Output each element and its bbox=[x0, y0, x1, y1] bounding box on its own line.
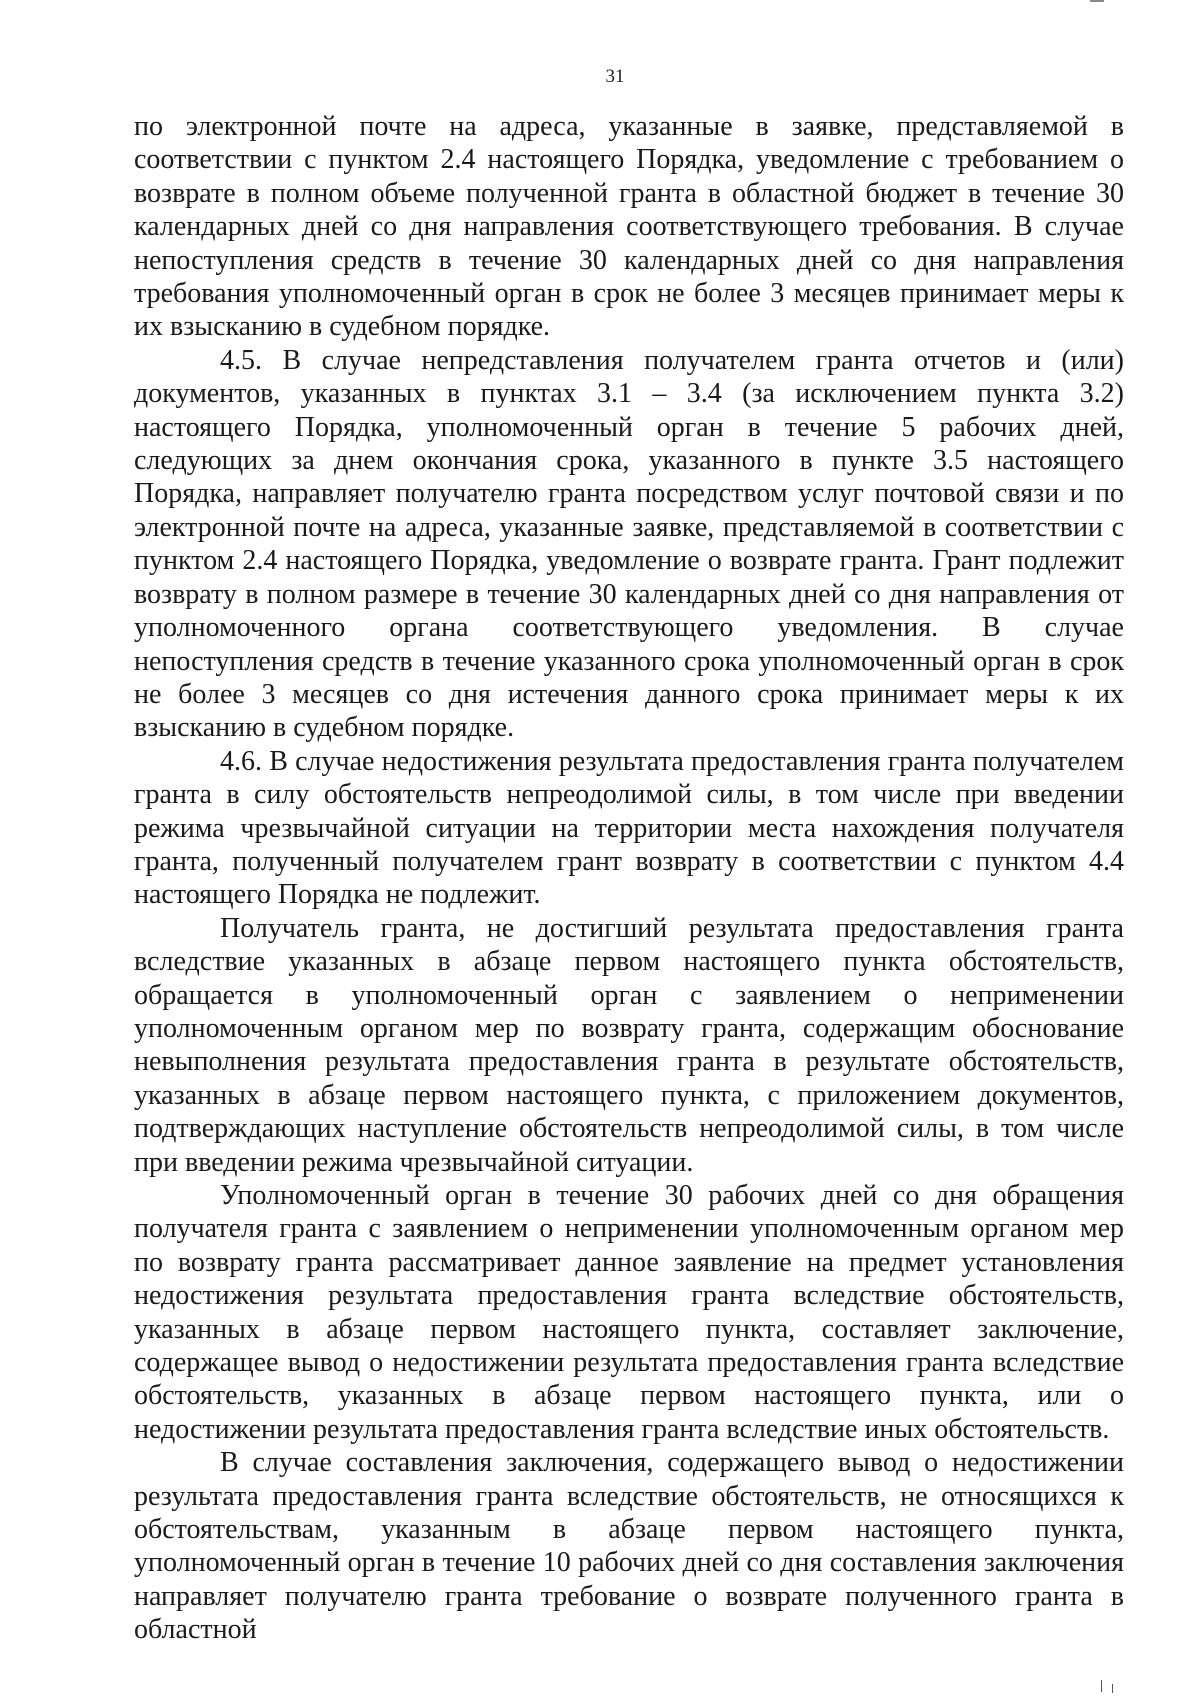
paragraph-recipient-application: Получатель гранта, не достигший результата предоставления гранта вследствие указанных в абзаце первом настоящего пункта обстоятельств, обращается в уполномоченный орган с заявлением о неприменении уполномоченным органом мер по возврату гранта, содержащим обоснование невыполнения результата предоставления гранта в результате обстоятельств, указанных в абзаце первом настоящего пункта, с приложением документов, подтверждающих наступление обстоятельств непреодолимой силы, в том числе при введении режима чрезвычайной ситуации. bbox=[134, 912, 1124, 1178]
document-body bbox=[134, 110, 1124, 1647]
scan-artifact bbox=[1101, 1680, 1102, 1692]
paragraph-4-6: 4.6. В случае недостижения результата предоставления гранта получателем гранта в силу обстоятельств непреодолимой силы, в том числе при введении режима чрезвычайной ситуации на территории места нахождения получателя гранта, полученный получателем грант возврату в соответствии с пунктом 4.4 настоящего Порядка не подлежит. bbox=[134, 745, 1124, 911]
paragraph-4-5: 4.5. В случае непредставления получателем гранта отчетов и (или) документов, указанных в пунктах 3.1 – 3.4 (за исключением пункта 3.2) настоящего Порядка, уполномоченный орган в течение 5 рабочих дней, следующих за днем окончания срока, указанного в пункте 3.5 настоящего Порядка, направляет получателю гранта посредством услуг почтовой связи и по электронной почте на адреса, указанные заявке, представляемой в соответствии с пунктом 2.4 настоящего Порядка, уведомление о возврате гранта. Грант подлежит возврату в полном размере в течение 30 календарных дней со дня направления от уполномоченного органа соответствующего уведомления. В случае непоступления средств в течение указанного срока уполномоченный орган в срок не более 3 месяцев со дня истечения данного срока принимает меры к их взысканию в судебном порядке. bbox=[134, 344, 1124, 744]
scan-artifact bbox=[1112, 1684, 1113, 1693]
paragraph-authority-review: Уполномоченный орган в течение 30 рабочих дней со дня обращения получателя гранта с заявлением о неприменении уполномоченным органом мер по возврату гранта рассматривает данное заявление на предмет установления недостижения результата предоставления гранта вследствие обстоятельств, указанных в абзаце первом настоящего пункта, составляет заключение, содержащее вывод о недостижении результата предоставления гранта вследствие обстоятельств, указанных в абзаце первом настоящего пункта, или о недостижении результата предоставления гранта вследствие иных обстоятельств. bbox=[134, 1180, 1124, 1445]
scan-artifact bbox=[1090, 0, 1104, 2]
paragraph-continuation: по электронной почте на адреса, указанные в заявке, представляемой в соответствии с пунктом 2.4 настоящего Порядка, уведомление с требованием о возврате в полном объеме полученной гранта в областной бюджет в течение 30 календарных дней со дня направления соответствующего требования. В случае непоступления средств в течение 30 календарных дней со дня направления требования уполномоченный орган в срок не более 3 месяцев принимает меры к их взысканию в судебном порядке. bbox=[134, 111, 1124, 343]
paragraph-conclusion: В случае составления заключения, содержащего вывод о недостижении результата предоставления гранта вследствие обстоятельств, не относящихся к обстоятельствам, указанным в абзаце первом настоящего пункта, уполномоченный орган в течение 10 рабочих дней со дня составления заключения направляет получателю гранта требование о возврате полученного гранта в областной bbox=[134, 1447, 1124, 1646]
page-number: 31 bbox=[605, 66, 625, 87]
